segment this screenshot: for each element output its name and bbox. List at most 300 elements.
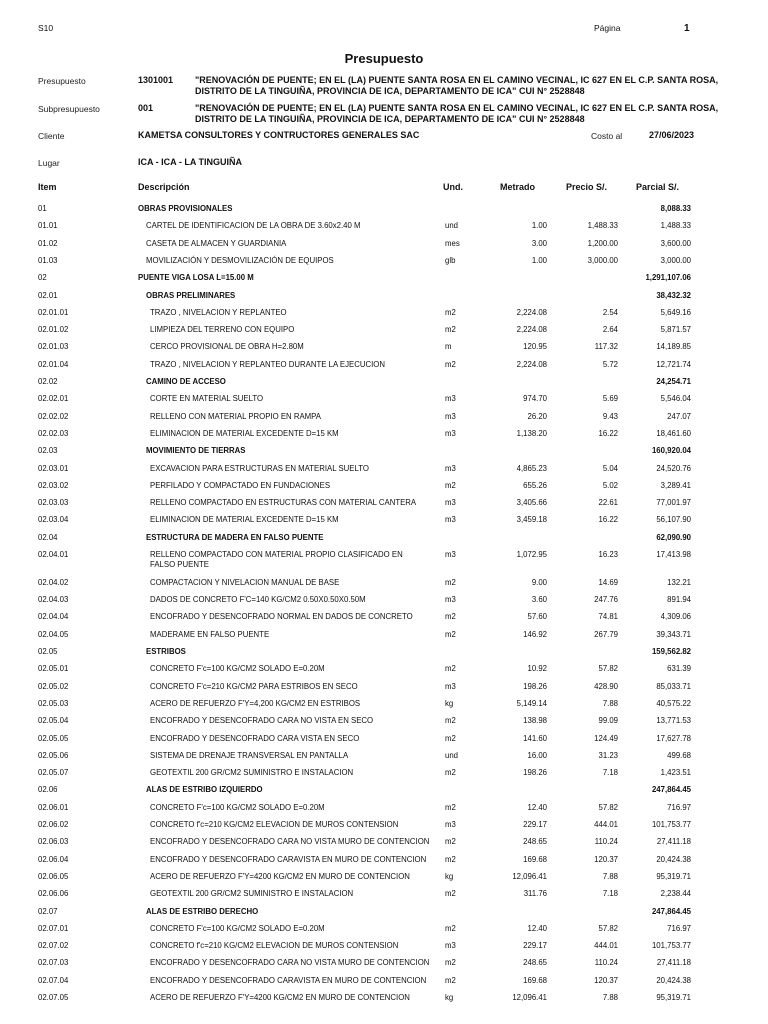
column-header-descripcion: Descripción bbox=[138, 182, 190, 192]
item-code: 02.05.02 bbox=[38, 681, 69, 691]
item-description: COMPACTACION Y NIVELACION MANUAL DE BASE bbox=[150, 577, 340, 587]
item-code: 02.01.03 bbox=[38, 342, 69, 352]
item-code: 02.04 bbox=[38, 532, 58, 542]
item-metrado: 169.68 bbox=[523, 975, 547, 985]
item-parcial: 247,864.45 bbox=[651, 785, 691, 795]
page-number: 1 bbox=[684, 23, 690, 34]
item-parcial: 247.07 bbox=[667, 411, 691, 421]
item-precio: 120.37 bbox=[594, 854, 618, 864]
item-parcial: 3,289.41 bbox=[660, 480, 691, 490]
item-description: MOVILIZACIÓN Y DESMOVILIZACIÓN DE EQUIPOS bbox=[146, 255, 334, 265]
item-unit: m2 bbox=[445, 359, 456, 369]
lugar-value: ICA - ICA - LA TINGUIÑA bbox=[138, 157, 242, 167]
item-description: ENCOFRADO Y DESENCOFRADO CARA NO VISTA MURO DE CONTENCION bbox=[150, 837, 430, 847]
item-parcial: 5,649.16 bbox=[660, 307, 691, 317]
item-precio: 110.24 bbox=[594, 837, 618, 847]
item-metrado: 248.65 bbox=[523, 958, 547, 968]
table-group-row bbox=[0, 785, 768, 799]
item-metrado: 1.00 bbox=[531, 221, 547, 231]
table-row bbox=[0, 664, 768, 678]
item-unit: m bbox=[445, 342, 452, 352]
item-unit: m2 bbox=[445, 923, 456, 933]
item-description: ESTRIBOS bbox=[146, 647, 186, 656]
item-unit: und bbox=[445, 221, 459, 231]
item-metrado: 10.92 bbox=[527, 664, 547, 674]
item-code: 02.05.01 bbox=[38, 664, 69, 674]
table-group-row bbox=[0, 291, 768, 305]
item-precio: 2.54 bbox=[602, 307, 618, 317]
item-unit: m3 bbox=[445, 550, 456, 559]
item-description: CAMINO DE ACCESO bbox=[146, 377, 226, 386]
item-metrado: 57.60 bbox=[527, 612, 547, 622]
item-code: 02.01 bbox=[38, 290, 58, 300]
item-description: RELLENO COMPACTADO CON MATERIAL PROPIO CLASIFICADO EN FALSO PUENTE bbox=[150, 550, 403, 569]
item-description: CONCRETO f'c=210 KG/CM2 ELEVACION DE MUROS CONTENSION bbox=[150, 820, 399, 829]
item-code: 02.03.01 bbox=[38, 463, 69, 473]
item-metrado: 146.92 bbox=[523, 629, 547, 639]
item-metrado: 3.00 bbox=[531, 238, 547, 248]
table-row bbox=[0, 578, 768, 592]
table-row bbox=[0, 855, 768, 869]
item-unit: m3 bbox=[445, 941, 456, 951]
item-parcial: 27,411.18 bbox=[656, 958, 691, 968]
item-code: 02.03.02 bbox=[38, 480, 69, 490]
item-metrado: 4,865.23 bbox=[516, 463, 547, 473]
item-code: 02.02.02 bbox=[38, 411, 69, 421]
item-parcial: 85,033.71 bbox=[656, 681, 691, 691]
item-code: 02.02 bbox=[38, 377, 58, 386]
item-code: 02.06.03 bbox=[38, 837, 69, 847]
item-precio: 444.01 bbox=[594, 820, 618, 829]
item-precio: 117.32 bbox=[594, 342, 618, 352]
item-metrado: 3.60 bbox=[531, 595, 547, 605]
item-parcial: 39,343.71 bbox=[656, 629, 691, 639]
item-code: 02.05.07 bbox=[38, 768, 69, 778]
item-metrado: 12.40 bbox=[527, 923, 547, 933]
item-description: CARTEL DE IDENTIFICACION DE LA OBRA DE 3.60x2.40 M bbox=[146, 221, 361, 231]
item-parcial: 62,090.90 bbox=[656, 532, 691, 542]
item-parcial: 17,627.78 bbox=[656, 733, 691, 743]
item-unit: m3 bbox=[445, 820, 456, 829]
item-metrado: 12.40 bbox=[527, 802, 547, 812]
item-code: 02.05.06 bbox=[38, 750, 69, 760]
item-description: GEOTEXTIL 200 GR/CM2 SUMINISTRO E INSTALACION bbox=[150, 768, 354, 778]
item-description: CASETA DE ALMACEN Y GUARDIANIA bbox=[146, 238, 287, 248]
item-metrado: 26.20 bbox=[527, 411, 547, 421]
item-precio: 7.88 bbox=[602, 993, 618, 1002]
subpresupuesto-code: 001 bbox=[138, 103, 154, 113]
item-precio: 5.69 bbox=[602, 394, 618, 404]
item-unit: m3 bbox=[445, 428, 456, 438]
item-precio: 5.04 bbox=[602, 463, 618, 473]
item-code: 01 bbox=[38, 204, 47, 213]
table-row bbox=[0, 682, 768, 696]
item-parcial: 95,319.71 bbox=[656, 993, 691, 1002]
table-group-row bbox=[0, 446, 768, 460]
item-parcial: 14,189.85 bbox=[656, 342, 691, 352]
item-code: 02.03.03 bbox=[38, 498, 69, 508]
item-precio: 99.09 bbox=[598, 716, 618, 726]
item-description: PERFILADO Y COMPACTADO EN FUNDACIONES bbox=[150, 480, 331, 490]
item-code: 02.06.02 bbox=[38, 820, 69, 829]
item-code: 01.02 bbox=[38, 238, 58, 248]
presupuesto-code: 1301001 bbox=[138, 75, 174, 85]
item-metrado: 2,224.08 bbox=[516, 307, 547, 317]
item-description: SISTEMA DE DRENAJE TRANSVERSAL EN PANTALLA bbox=[150, 750, 349, 760]
item-description: ENCOFRADO Y DESENCOFRADO CARAVISTA EN MURO DE CONTENCION bbox=[150, 975, 427, 985]
item-metrado: 1,072.95 bbox=[516, 550, 547, 559]
item-code: 02.06.05 bbox=[38, 871, 69, 881]
item-unit: m2 bbox=[445, 854, 456, 864]
item-unit: m2 bbox=[445, 889, 456, 899]
item-unit: m2 bbox=[445, 958, 456, 968]
table-row bbox=[0, 716, 768, 730]
presupuesto-desc-line1: "RENOVACIÓN DE PUENTE; EN EL (LA) PUENTE SANTA ROSA EN EL CAMINO VECINAL, IC 627 EN EL C.P. SANTA ROSA, bbox=[195, 75, 719, 85]
item-description: ACERO DE REFUERZO F'Y=4200 KG/CM2 EN MURO DE CONTENCION bbox=[150, 871, 410, 881]
item-unit: glb bbox=[445, 255, 456, 265]
item-precio: 16.22 bbox=[598, 428, 618, 438]
item-unit: m3 bbox=[445, 411, 456, 421]
item-code: 02.01.04 bbox=[38, 359, 69, 369]
item-parcial: 159,562.82 bbox=[651, 647, 691, 656]
item-metrado: 12,096.41 bbox=[512, 993, 547, 1002]
item-metrado: 12,096.41 bbox=[512, 871, 547, 881]
column-header-item: Item bbox=[38, 182, 57, 192]
item-precio: 16.22 bbox=[598, 515, 618, 525]
item-unit: m2 bbox=[445, 325, 456, 335]
item-code: 02.04.02 bbox=[38, 577, 69, 587]
item-description: CERCO PROVISIONAL DE OBRA H=2.80M bbox=[150, 342, 304, 352]
item-code: 02.05.03 bbox=[38, 698, 69, 708]
table-group-row bbox=[0, 907, 768, 921]
item-unit: mes bbox=[445, 238, 460, 248]
table-row bbox=[0, 768, 768, 782]
item-unit: m2 bbox=[445, 307, 456, 317]
item-precio: 3,000.00 bbox=[587, 255, 618, 265]
item-metrado: 3,459.18 bbox=[516, 515, 547, 525]
item-parcial: 1,423.51 bbox=[660, 768, 691, 778]
item-parcial: 716.97 bbox=[667, 923, 691, 933]
item-description: RELLENO COMPACTADO EN ESTRUCTURAS CON MATERIAL CANTERA bbox=[150, 498, 417, 508]
item-parcial: 3,000.00 bbox=[660, 255, 691, 265]
item-code: 02.07.01 bbox=[38, 923, 69, 933]
item-description: CORTE EN MATERIAL SUELTO bbox=[150, 394, 264, 404]
item-parcial: 17,413.98 bbox=[656, 550, 691, 559]
item-code: 02.04.04 bbox=[38, 612, 69, 622]
item-code: 02.06.04 bbox=[38, 854, 69, 864]
item-description: PUENTE VIGA LOSA L=15.00 M bbox=[138, 273, 254, 283]
item-code: 02.01.02 bbox=[38, 325, 69, 335]
item-description: TRAZO , NIVELACION Y REPLANTEO DURANTE LA EJECUCION bbox=[150, 359, 385, 369]
column-header-parcial: Parcial S/. bbox=[636, 182, 680, 192]
item-precio: 247.76 bbox=[594, 595, 618, 605]
item-code: 02.06.06 bbox=[38, 889, 69, 899]
item-parcial: 1,488.33 bbox=[660, 221, 691, 231]
table-row bbox=[0, 221, 768, 235]
item-unit: m2 bbox=[445, 629, 456, 639]
subpresupuesto-desc-line1: "RENOVACIÓN DE PUENTE; EN EL (LA) PUENTE SANTA ROSA EN EL CAMINO VECINAL, IC 627 EN EL C.P. SANTA ROSA, bbox=[195, 103, 719, 113]
item-description: ENCOFRADO Y DESENCOFRADO NORMAL EN DADOS DE CONCRETO bbox=[150, 612, 413, 622]
item-precio: 1,488.33 bbox=[587, 221, 618, 231]
item-parcial: 101,753.77 bbox=[651, 820, 691, 829]
item-description: EXCAVACION PARA ESTRUCTURAS EN MATERIAL SUELTO bbox=[150, 463, 369, 473]
item-description: MADERAME EN FALSO PUENTE bbox=[150, 629, 270, 639]
item-parcial: 77,001.97 bbox=[656, 498, 691, 508]
item-metrado: 138.98 bbox=[523, 716, 547, 726]
item-code: 02.06 bbox=[38, 785, 58, 795]
table-row bbox=[0, 515, 768, 529]
item-code: 02.03.04 bbox=[38, 515, 69, 525]
item-metrado: 9.00 bbox=[531, 577, 547, 587]
item-code: 02 bbox=[38, 273, 47, 283]
item-parcial: 2,238.44 bbox=[660, 889, 691, 899]
item-metrado: 655.26 bbox=[523, 480, 547, 490]
presupuesto-desc-line2: DISTRITO DE LA TINGUIÑA, PROVINCIA DE ICA, DEPARTAMENTO DE ICA" CUI N° 2528848 bbox=[195, 86, 585, 96]
item-metrado: 16.00 bbox=[527, 750, 547, 760]
item-metrado: 229.17 bbox=[523, 820, 547, 829]
item-description: CONCRETO F'c=100 KG/CM2 SOLADO E=0.20M bbox=[150, 923, 325, 933]
item-unit: kg bbox=[445, 871, 454, 881]
item-description: ENCOFRADO Y DESENCOFRADO CARA VISTA EN SECO bbox=[150, 733, 360, 743]
item-unit: und bbox=[445, 750, 459, 760]
item-parcial: 5,546.04 bbox=[660, 394, 691, 404]
item-parcial: 27,411.18 bbox=[656, 837, 691, 847]
item-precio: 14.69 bbox=[598, 577, 618, 587]
table-row bbox=[0, 976, 768, 990]
item-parcial: 13,771.53 bbox=[656, 716, 691, 726]
item-unit: m3 bbox=[445, 681, 456, 691]
table-row bbox=[0, 630, 768, 644]
item-description: ENCOFRADO Y DESENCOFRADO CARA NO VISTA EN SECO bbox=[150, 716, 374, 726]
item-parcial: 20,424.38 bbox=[656, 854, 691, 864]
item-precio: 2.64 bbox=[602, 325, 618, 335]
item-description: OBRAS PROVISIONALES bbox=[138, 204, 233, 213]
item-description: ENCOFRADO Y DESENCOFRADO CARAVISTA EN MURO DE CONTENCION bbox=[150, 854, 427, 864]
item-precio: 57.82 bbox=[598, 923, 618, 933]
item-code: 02.07 bbox=[38, 906, 58, 916]
table-row bbox=[0, 924, 768, 938]
item-precio: 31.23 bbox=[598, 750, 618, 760]
item-unit: m3 bbox=[445, 515, 456, 525]
table-group-row bbox=[0, 377, 768, 391]
table-row bbox=[0, 734, 768, 748]
item-description: DADOS DE CONCRETO F'C=140 KG/CM2 0.50X0.50X0.50M bbox=[150, 595, 366, 605]
item-unit: m2 bbox=[445, 802, 456, 812]
item-precio: 428.90 bbox=[594, 681, 618, 691]
table-row bbox=[0, 239, 768, 253]
item-description: ALAS DE ESTRIBO DERECHO bbox=[146, 906, 259, 916]
item-unit: m2 bbox=[445, 733, 456, 743]
table-row bbox=[0, 803, 768, 817]
table-group-row bbox=[0, 533, 768, 547]
table-group-row bbox=[0, 273, 768, 287]
page-label: Página bbox=[594, 23, 621, 33]
costo-date: 27/06/2023 bbox=[649, 130, 695, 140]
item-description: CONCRETO f'c=210 KG/CM2 ELEVACION DE MUROS CONTENSION bbox=[150, 941, 399, 951]
item-code: 02.01.01 bbox=[38, 307, 69, 317]
table-row bbox=[0, 595, 768, 609]
item-parcial: 8,088.33 bbox=[660, 204, 691, 213]
item-precio: 9.43 bbox=[602, 411, 618, 421]
table-row bbox=[0, 412, 768, 426]
item-code: 02.04.05 bbox=[38, 629, 69, 639]
item-metrado: 5,149.14 bbox=[516, 698, 547, 708]
item-parcial: 18,461.60 bbox=[656, 428, 691, 438]
item-metrado: 311.76 bbox=[523, 889, 547, 899]
item-parcial: 101,753.77 bbox=[651, 941, 691, 951]
table-row bbox=[0, 958, 768, 972]
item-description: ELIMINACION DE MATERIAL EXCEDENTE D=15 KM bbox=[150, 428, 339, 438]
item-code: 02.07.02 bbox=[38, 941, 69, 951]
item-code: 02.05.04 bbox=[38, 716, 69, 726]
item-parcial: 38,432.32 bbox=[656, 290, 691, 300]
item-precio: 74.81 bbox=[598, 612, 618, 622]
item-metrado: 2,224.08 bbox=[516, 359, 547, 369]
item-parcial: 1,291,107.06 bbox=[645, 273, 691, 283]
item-metrado: 974.70 bbox=[523, 394, 547, 404]
item-precio: 124.49 bbox=[594, 733, 618, 743]
costo-label: Costo al bbox=[591, 131, 623, 141]
item-parcial: 40,575.22 bbox=[656, 698, 691, 708]
table-row bbox=[0, 325, 768, 339]
item-unit: m2 bbox=[445, 716, 456, 726]
item-unit: m2 bbox=[445, 768, 456, 778]
item-description: TRAZO , NIVELACION Y REPLANTEO bbox=[150, 307, 287, 317]
table-row bbox=[0, 993, 768, 1007]
item-precio: 57.82 bbox=[598, 802, 618, 812]
lugar-label: Lugar bbox=[38, 158, 60, 168]
table-group-row bbox=[0, 204, 768, 218]
item-unit: m3 bbox=[445, 463, 456, 473]
item-description: ACERO DE REFUERZO F'Y=4200 KG/CM2 EN MURO DE CONTENCION bbox=[150, 993, 410, 1002]
item-precio: 57.82 bbox=[598, 664, 618, 674]
item-code: 02.05 bbox=[38, 647, 58, 656]
item-parcial: 891.94 bbox=[667, 595, 691, 605]
table-row bbox=[0, 498, 768, 512]
item-parcial: 56,107.90 bbox=[656, 515, 691, 525]
item-precio: 1,200.00 bbox=[587, 238, 618, 248]
item-parcial: 24,254.71 bbox=[656, 377, 691, 386]
table-row bbox=[0, 820, 768, 834]
item-code: 02.03 bbox=[38, 446, 58, 456]
item-unit: m2 bbox=[445, 577, 456, 587]
item-unit: m2 bbox=[445, 664, 456, 674]
item-description: CONCRETO F'c=100 KG/CM2 SOLADO E=0.20M bbox=[150, 664, 325, 674]
item-description: ENCOFRADO Y DESENCOFRADO CARA NO VISTA MURO DE CONTENCION bbox=[150, 958, 430, 968]
item-description: GEOTEXTIL 200 GR/CM2 SUMINISTRO E INSTALACION bbox=[150, 889, 354, 899]
item-description: ELIMINACION DE MATERIAL EXCEDENTE D=15 KM bbox=[150, 515, 339, 525]
table-row bbox=[0, 464, 768, 478]
table-row bbox=[0, 751, 768, 765]
item-code: 02.02.01 bbox=[38, 394, 69, 404]
item-description: OBRAS PRELIMINARES bbox=[146, 290, 236, 300]
item-parcial: 12,721.74 bbox=[656, 359, 691, 369]
item-parcial: 3,600.00 bbox=[660, 238, 691, 248]
column-header-und: Und. bbox=[443, 182, 463, 192]
item-metrado: 198.26 bbox=[523, 681, 547, 691]
item-code: 02.04.01 bbox=[38, 550, 69, 559]
item-unit: m2 bbox=[445, 837, 456, 847]
item-precio: 7.18 bbox=[602, 768, 618, 778]
item-code: 02.07.05 bbox=[38, 993, 69, 1002]
item-code: 02.05.05 bbox=[38, 733, 69, 743]
subpresupuesto-label: Subpresupuesto bbox=[38, 104, 100, 114]
table-row bbox=[0, 872, 768, 886]
table-row bbox=[0, 550, 768, 576]
table-row bbox=[0, 837, 768, 851]
table-row bbox=[0, 481, 768, 495]
report-code: S10 bbox=[38, 23, 54, 33]
item-code: 02.07.04 bbox=[38, 975, 69, 985]
item-metrado: 3,405.66 bbox=[516, 498, 547, 508]
item-precio: 16.23 bbox=[598, 550, 618, 559]
item-parcial: 5,871.57 bbox=[660, 325, 691, 335]
item-precio: 444.01 bbox=[594, 941, 618, 951]
presupuesto-label: Presupuesto bbox=[38, 76, 86, 86]
item-code: 02.07.03 bbox=[38, 958, 69, 968]
subpresupuesto-desc-line2: DISTRITO DE LA TINGUIÑA, PROVINCIA DE ICA, DEPARTAMENTO DE ICA" CUI N° 2528848 bbox=[195, 114, 585, 124]
item-unit: m2 bbox=[445, 975, 456, 985]
item-code: 02.06.01 bbox=[38, 802, 69, 812]
item-parcial: 4,309.06 bbox=[660, 612, 691, 622]
item-description: ALAS DE ESTRIBO IZQUIERDO bbox=[146, 785, 263, 795]
item-description: ACERO DE REFUERZO F'Y=4,200 KG/CM2 EN ESTRIBOS bbox=[150, 698, 361, 708]
item-precio: 267.79 bbox=[594, 629, 618, 639]
table-row bbox=[0, 394, 768, 408]
item-precio: 5.72 bbox=[602, 359, 618, 369]
item-precio: 7.88 bbox=[602, 871, 618, 881]
item-parcial: 95,319.71 bbox=[656, 871, 691, 881]
item-code: 01.03 bbox=[38, 255, 58, 265]
item-precio: 110.24 bbox=[594, 958, 618, 968]
table-row bbox=[0, 941, 768, 955]
item-precio: 120.37 bbox=[594, 975, 618, 985]
item-precio: 5.02 bbox=[602, 480, 618, 490]
cliente-label: Cliente bbox=[38, 131, 65, 141]
table-group-row bbox=[0, 647, 768, 661]
item-description: CONCRETO F'c=100 KG/CM2 SOLADO E=0.20M bbox=[150, 802, 325, 812]
item-metrado: 1.00 bbox=[531, 255, 547, 265]
item-description: LIMPIEZA DEL TERRENO CON EQUIPO bbox=[150, 325, 295, 335]
item-metrado: 169.68 bbox=[523, 854, 547, 864]
item-parcial: 499.68 bbox=[667, 750, 691, 760]
item-metrado: 248.65 bbox=[523, 837, 547, 847]
item-parcial: 132.21 bbox=[667, 577, 691, 587]
item-unit: kg bbox=[445, 993, 454, 1002]
item-unit: m2 bbox=[445, 480, 456, 490]
item-parcial: 631.39 bbox=[667, 664, 691, 674]
cliente-name: KAMETSA CONSULTORES Y CONTRUCTORES GENERALES SAC bbox=[138, 130, 420, 140]
table-row bbox=[0, 308, 768, 322]
table-row bbox=[0, 889, 768, 903]
item-precio: 22.61 bbox=[598, 498, 618, 508]
item-description: RELLENO CON MATERIAL PROPIO EN RAMPA bbox=[150, 411, 321, 421]
item-unit: m2 bbox=[445, 612, 456, 622]
item-parcial: 24,520.76 bbox=[656, 463, 691, 473]
item-parcial: 716.97 bbox=[667, 802, 691, 812]
page-title: Presupuesto bbox=[344, 51, 424, 66]
table-row bbox=[0, 699, 768, 713]
table-row bbox=[0, 256, 768, 270]
item-metrado: 198.26 bbox=[523, 768, 547, 778]
item-code: 02.04.03 bbox=[38, 595, 69, 605]
item-description: ESTRUCTURA DE MADERA EN FALSO PUENTE bbox=[146, 532, 324, 542]
item-unit: m3 bbox=[445, 498, 456, 508]
table-row bbox=[0, 342, 768, 356]
item-description: CONCRETO F'c=210 KG/CM2 PARA ESTRIBOS EN SECO bbox=[150, 681, 358, 691]
item-unit: m3 bbox=[445, 394, 456, 404]
item-metrado: 1,138.20 bbox=[516, 428, 547, 438]
